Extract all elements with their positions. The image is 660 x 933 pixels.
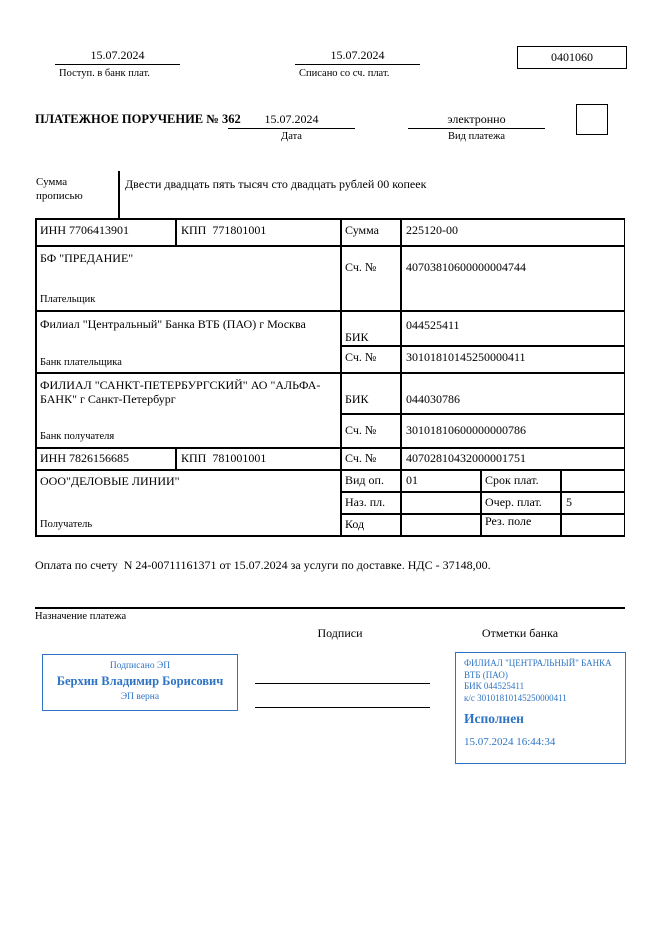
grid-line [35,218,625,220]
payer-section-label: Плательщик [40,294,96,305]
payer-name: БФ "ПРЕДАНИЕ" [40,251,134,265]
amount-words-value: Двести двадцать пять тысяч сто двадцать рублей 00 копеек [125,177,427,191]
payer-account-label: Сч. № [345,260,377,274]
payment-kind-underline [408,128,545,129]
amount-words-divider [118,171,120,218]
document-date-underline [228,128,355,129]
bank-stamp-bank-name: ФИЛИАЛ "ЦЕНТРАЛЬНЫЙ" БАНКА ВТБ (ПАО) [464,658,614,680]
code-label: Код [345,517,365,531]
op-kind-label: Вид оп. [345,473,384,487]
debited-date-underline [295,64,420,65]
debited-date: 15.07.2024 [330,48,385,62]
grid-line [35,310,625,312]
payee-bank-account-label: Сч. № [345,423,377,437]
amount-words-label-2: прописью [36,190,83,202]
bank-stamp [455,652,626,764]
grid-line [35,469,625,471]
grid-line [340,218,342,535]
grid-line [340,413,625,415]
amount-value: 225120-00 [406,223,458,237]
purpose-code-label: Наз. пл. [345,495,386,509]
payee-section-label: Получатель [40,519,93,530]
debited-date-label: Списано со сч. плат. [299,68,390,79]
document-title: ПЛАТЕЖНОЕ ПОРУЧЕНИЕ № 362 [35,112,241,126]
grid-line [480,469,482,535]
purpose-text: Оплата по счету N 24-00711161371 от 15.07.2024 за услуги по доставке. НДС - 37148,00. [35,558,491,572]
received-date: 15.07.2024 [90,48,145,62]
payee-bank-section-label: Банк получателя [40,431,115,442]
status-code-box [576,104,608,135]
amount-label: Сумма [345,223,379,237]
document-date-label: Дата [281,131,302,142]
payer-bank-account: 30101810145250000411 [406,350,526,364]
grid-line [400,218,402,535]
received-date-label: Поступ. в банк плат. [59,68,150,79]
payee-bank-bik-label: БИК [345,392,369,406]
payee-bank-account: 30101810600000000786 [406,423,526,437]
payer-bank-name: Филиал "Центральный" Банка ВТБ (ПАО) г Москва [40,317,306,331]
amount-words-label-1: Сумма [36,176,68,188]
grid-line [175,218,177,245]
grid-line [35,535,625,537]
bank-marks-label: Отметки банка [481,626,559,640]
grid-line [35,447,625,449]
bank-stamp-datetime: 15.07.2024 16:44:34 [464,736,556,748]
purpose-label: Назначение платежа [35,611,127,622]
grid-line [35,218,37,535]
grid-line [340,491,625,493]
grid-line [35,245,625,247]
signatures-label: Подписи [317,626,363,640]
grid-line [340,513,625,515]
payer-bank-account-label: Сч. № [345,350,377,364]
bank-stamp-bik: БИК 044525411 [464,681,525,691]
payer-account: 40703810600000004744 [406,260,526,274]
payer-kpp: КПП 771801001 [181,223,267,237]
payer-inn: ИНН 7706413901 [40,223,129,237]
signature-stamp-signed-label: Подписано ЭП [109,661,171,671]
payee-account-label: Сч. № [345,451,377,465]
received-date-underline [55,64,180,65]
payee-kpp: КПП 781001001 [181,451,267,465]
form-code-box [517,46,627,69]
purpose-underline [35,607,625,609]
grid-line [175,447,177,469]
payment-kind: электронно [447,112,506,126]
payee-name: ООО"ДЕЛОВЫЕ ЛИНИИ" [40,474,180,488]
payment-kind-label: Вид платежа [447,131,505,142]
payer-bank-bik: 044525411 [406,318,460,332]
payee-inn: ИНН 7826156685 [40,451,129,465]
signature-stamp-signer-name: Берхин Владимир Борисович [56,674,224,688]
op-kind-value: 01 [406,473,418,487]
priority-value: 5 [566,495,572,509]
payer-bank-section-label: Банк плательщика [40,357,122,368]
signature-stamp-verified-label: ЭП верна [120,692,160,702]
grid-line [340,345,625,347]
signature-line [255,707,430,708]
bank-stamp-corr-account: к/с 30101810145250000411 [464,692,567,703]
document-date: 15.07.2024 [264,112,319,126]
payer-bank-bik-label: БИК [345,330,369,344]
pay-term-label: Срок плат. [485,473,539,487]
signature-line [255,683,430,684]
grid-line [35,372,625,374]
signature-stamp [42,654,238,711]
grid-line [560,469,562,535]
bank-stamp-status: Исполнен [464,711,524,726]
payee-bank-name: ФИЛИАЛ "САНКТ-ПЕТЕРБУРГСКИЙ" АО "АЛЬФА-БАНК" г Санкт-Петербург [40,378,321,406]
priority-label: Очер. плат. [485,495,542,509]
reserve-field-label: Рез. поле [485,514,532,528]
form-code: 0401060 [551,50,593,64]
payee-account: 40702810432000001751 [406,451,526,465]
payee-bank-bik: 044030786 [406,392,460,406]
grid-line [624,218,626,535]
